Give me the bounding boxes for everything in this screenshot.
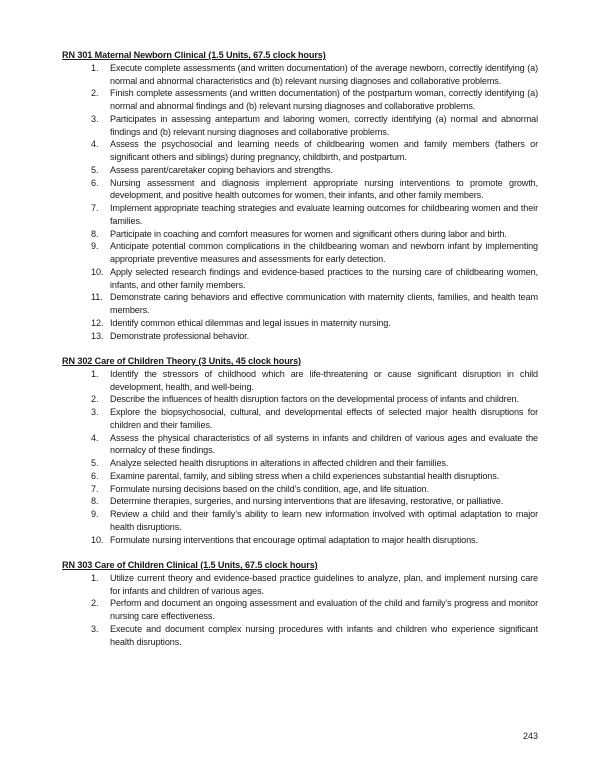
list-item [62,597,538,623]
document-page [62,49,538,661]
list-item [62,138,538,164]
item-text: Assess parent/caretaker coping behaviors and strengths. [110,164,333,175]
list-item [62,62,538,88]
item-text: Determine therapies, surgeries, and nursing interventions that are lifesaving, restorative, or palliative. [110,496,504,507]
item-text: Examine parental, family, and sibling stress when a child experiences substantial health disruptions. [110,470,500,481]
item-number: 9. [91,509,99,519]
list-item [62,393,538,406]
list-item [62,495,538,508]
item-text: Participates in assessing antepartum and laboring women, correctly identifying (a) normal and abnormal findings and (b) relevant nursing diagnoses and collaborative problems. [110,113,538,137]
item-number: 13. [91,330,104,341]
item-text: Review a child and their family’s ability to learn new information involved with optimal adaptation to major health disruptions. [110,509,538,532]
course-heading: RN 301 Maternal Newborn Clinical (1.5 Units, 67.5 clock hours) [62,50,326,60]
item-text: Formulate nursing interventions that encourage optimal adaptation to major health disruptions. [110,534,478,545]
item-text: Assess the physical characteristics of all systems in infants and children of various ages and evaluate the normalcy of these findings. [110,432,538,456]
list-item [62,457,538,470]
course-section-rn301 [62,49,538,342]
item-number: 3. [91,623,99,634]
item-number: 7. [91,203,99,213]
item-text: Describe the influences of health disruption factors on the developmental process of infants and children. [110,394,519,405]
item-text: Participate in coaching and comfort measures for women and significant others during labor and birth. [110,228,507,239]
outcome-list [62,572,538,649]
item-number: 12. [91,317,104,328]
item-text: Anticipate potential common complications in the childbearing woman and newborn infant by implementing appropriate preventive measures and assessments for early detection. [110,241,538,264]
course-heading: RN 302 Care of Children Theory (3 Units, 45 clock hours) [62,356,301,366]
list-item [62,164,538,177]
item-number: 9. [91,241,99,252]
item-number: 10. [91,266,104,277]
item-text: Perform and document an ongoing assessment and evaluation of the child and family’s progress and monitor nursing care effectiveness. [110,598,538,621]
item-text: Identify common ethical dilemmas and legal issues in maternity nursing. [110,317,391,328]
list-item [62,406,538,432]
list-item [62,228,538,241]
item-number: 4. [91,139,99,150]
list-item [62,240,538,266]
list-item [62,508,538,534]
item-number: 11. [91,292,103,303]
item-text: Execute complete assessments (and written documentation) of the average newborn, correctly identifying (a) normal and abnormal characteristics and (b) relevant nursing diagnoses and collaborative problems. [110,62,538,86]
item-number: 2. [91,88,99,99]
item-number: 6. [91,177,99,188]
item-number: 2. [91,394,99,405]
list-item [62,317,538,330]
item-number: 5. [91,458,99,468]
item-number: 8. [91,228,99,239]
list-item [62,87,538,113]
item-text: Execute and document complex nursing procedures with infants and children who experience significant health disruptions. [110,623,538,647]
list-item [62,470,538,483]
list-item [62,330,538,343]
item-number: 1. [91,572,99,583]
item-text: Apply selected research findings and evidence-based practices to the nursing care of childbearing women, infants, and other family members. [110,266,538,290]
item-number: 7. [91,483,99,494]
item-text: Formulate nursing decisions based on the child’s condition, age, and life situation. [110,483,429,494]
item-text: Assess the psychosocial and learning needs of childbearing women and family members (fathers or significant others and siblings) during pregnancy, childbirth, and postpartum. [110,139,538,162]
outcome-list [62,62,538,343]
list-item [62,291,538,317]
item-number: 3. [91,407,99,417]
item-number: 3. [91,113,99,124]
item-number: 10. [91,534,104,545]
item-number: 2. [91,598,99,609]
course-heading: RN 303 Care of Children Clinical (1.5 Units, 67.5 clock hours) [62,560,318,570]
list-item [62,623,538,649]
item-text: Analyze selected health disruptions in alterations in affected children and their families. [110,458,449,468]
item-text: Identify the stressors of childhood which are life-threatening or cause significant disruption in child development, health, and well-being. [110,368,538,392]
item-text: Nursing assessment and diagnosis implement appropriate nursing interventions to promote growth, development, and positive health outcomes for women, their infants, and other family members. [110,177,538,201]
item-text: Demonstrate professional behavior. [110,330,249,341]
item-text: Finish complete assessments (and written documentation) of the postpartum woman, correctly identifying (a) normal and abnormal findings and (b) relevant nursing diagnoses and collaborative problems. [110,88,538,111]
list-item [62,177,538,203]
list-item [62,572,538,598]
item-number: 6. [91,470,99,481]
list-item [62,534,538,547]
item-number: 1. [91,368,99,379]
page-number: 243 [523,731,539,741]
item-text: Explore the biopsychosocial, cultural, and developmental effects of selected major health disruptions for children and their families. [110,407,538,430]
list-item [62,113,538,139]
outcome-list [62,368,538,547]
course-section-rn302 [62,355,538,546]
list-item [62,202,538,228]
item-number: 4. [91,432,99,443]
item-number: 1. [91,62,99,73]
list-item [62,483,538,496]
list-item [62,266,538,292]
list-item [62,432,538,458]
item-text: Demonstrate caring behaviors and effective communication with maternity clients, families, and health team members. [110,292,538,315]
item-number: 5. [91,164,99,175]
list-item [62,368,538,394]
item-text: Implement appropriate teaching strategies and evaluate learning outcomes for childbearing women and their families. [110,203,538,226]
item-text: Utilize current theory and evidence-based practice guidelines to analyze, plan, and implement nursing care for infants and children of various ages. [110,572,538,596]
item-number: 8. [91,496,99,507]
course-section-rn303 [62,559,538,648]
